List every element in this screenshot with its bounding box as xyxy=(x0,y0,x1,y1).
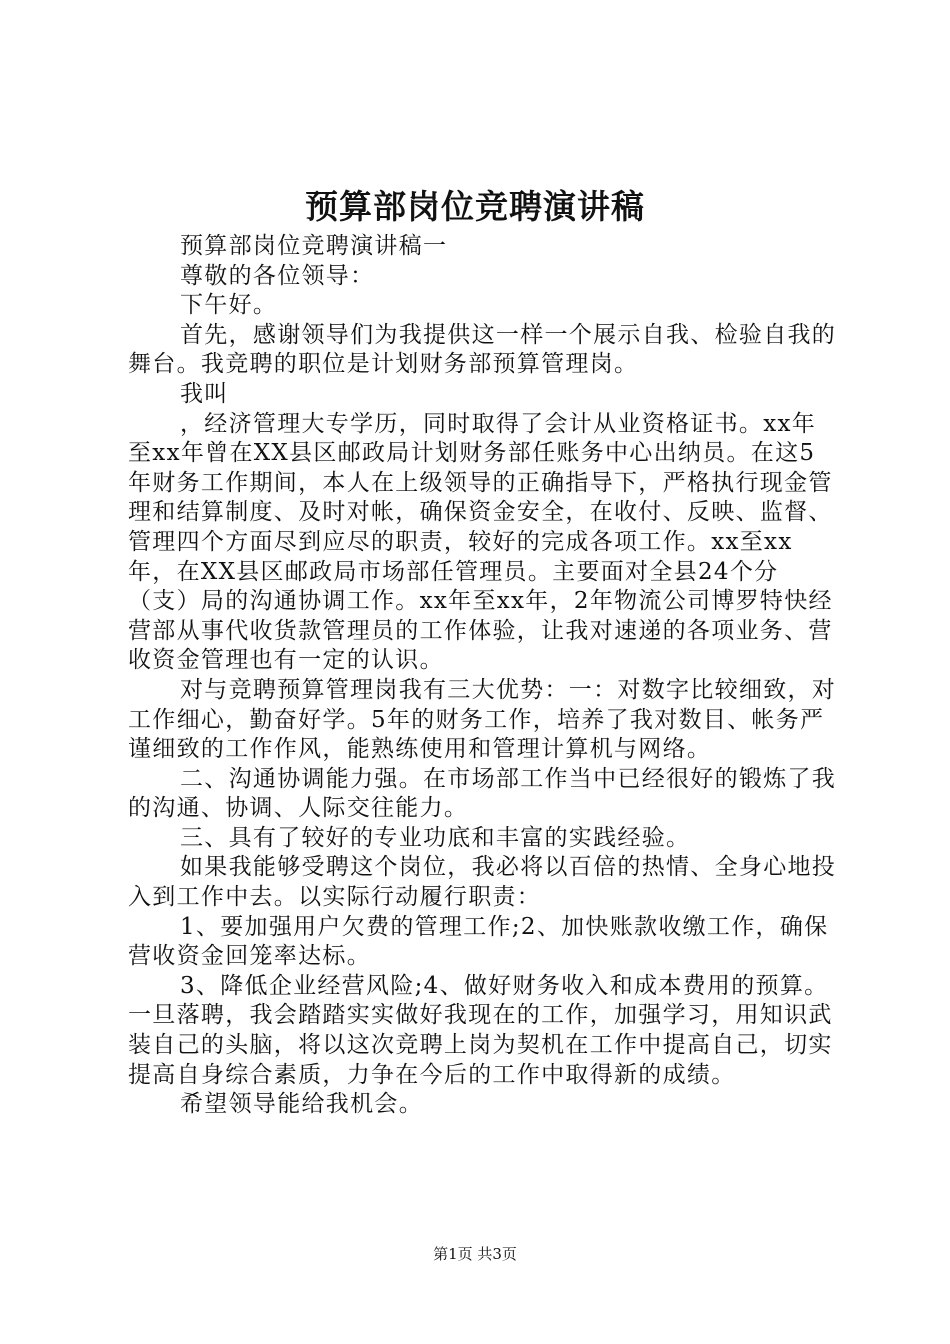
paragraph-greeting: 下午好。 xyxy=(180,292,278,319)
paragraph-subtitle: 预算部岗位竞聘演讲稿一 xyxy=(180,233,448,259)
paragraph-plan-two: 3、降低企业经营风险;4、做好财务收入和成本费用的预算。一旦落聘，我会踏踏实实做好我现在的工作，加强学习，用知识武装自己的头脑，将以这次竞聘上岗为契机在工作中提高自己，切实提高自身综合素质，力争在今后的工作中取得新的成绩。 xyxy=(128,972,833,1088)
document-title: 预算部岗位竞聘演讲稿 xyxy=(305,187,645,226)
paragraph-advantage-three: 三、具有了较好的专业功底和丰富的实践经验。 xyxy=(180,824,691,851)
paragraph-commitment: 如果我能够受聘这个岗位，我必将以百倍的热情、全身心地投入到工作中去。以实际行动履行职责： xyxy=(128,854,837,911)
paragraph-advantage-one: 对与竞聘预算管理岗我有三大优势：一：对数字比较细致，对工作细心，勤奋好学。5年的财务工作，培养了我对数目、帐务严谨细致的工作作风，能熟练使用和管理计算机与网络。 xyxy=(128,676,837,763)
paragraph-advantage-two: 二、沟通协调能力强。在市场部工作当中已经很好的锻炼了我的沟通、协调、人际交往能力。 xyxy=(128,765,837,822)
document-body xyxy=(128,232,838,1120)
paragraph-plan-one: 1、要加强用户欠费的管理工作;2、加快账款收缴工作，确保营收资金回笼率达标。 xyxy=(128,913,829,970)
paragraph-closing: 希望领导能给我机会。 xyxy=(180,1091,423,1118)
paragraph-name: 我叫 xyxy=(180,380,229,407)
paragraph-experience: ，经济管理大专学历，同时取得了会计从业资格证书。xx年至xx年曾在XX县区邮政局计划财务部任账务中心出纳员。在这5年财务工作期间，本人在上级领导的正确指导下，严格执行现金管理和结算制度、及时对帐，确保资金安全，在收付、反映、监督、管理四个方面尽到应尽的职责，较好的完成各项工作。xx至xx年，在XX县区邮政局市场部任管理员。主要面对全县24个分（支）局的沟通协调工作。xx年至xx年，2年物流公司博罗特快经营部从事代收货款管理员的工作体验，让我对速递的各项业务、营收资金管理也有一定的认识。 xyxy=(128,410,833,674)
page-footer: 第1页 共3页 xyxy=(433,1245,517,1263)
paragraph-intro: 首先，感谢领导们为我提供这一样一个展示自我、检验自我的舞台。我竞聘的职位是计划财务部预算管理岗。 xyxy=(128,321,837,378)
paragraph-salutation: 尊敬的各位领导： xyxy=(180,262,375,289)
